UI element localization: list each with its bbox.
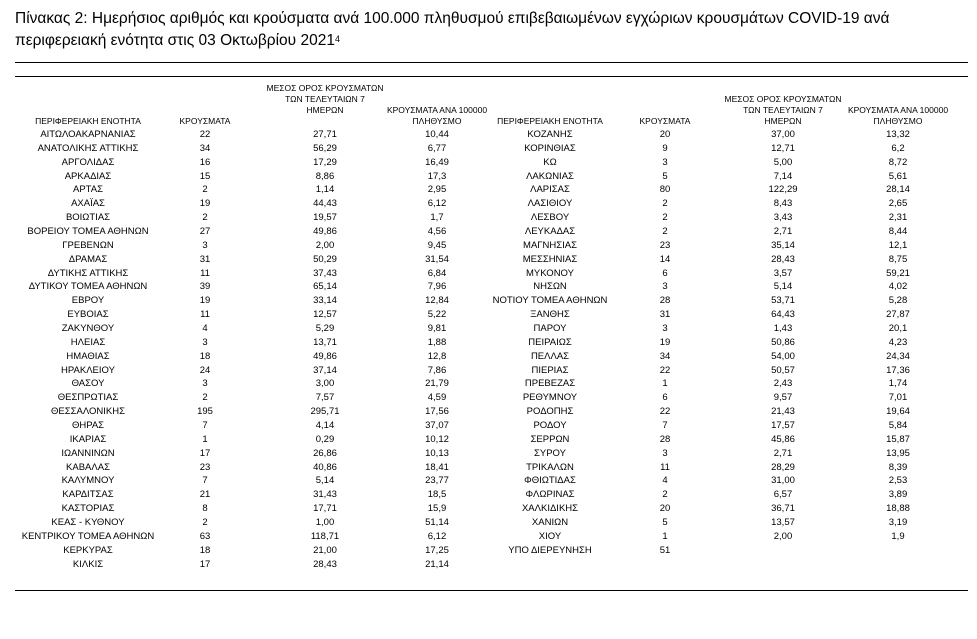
table-cell: ΥΠΟ ΔΙΕΡΕΥΝΗΣΗ [508,544,592,556]
table-cell: 19 [199,295,211,307]
table-cell: 8 [202,503,208,515]
table-cell: 51 [659,544,671,556]
table-cell: ΓΡΕΒΕΝΩΝ [62,239,114,251]
table-cell: 31 [199,253,211,265]
table-cell: 31,00 [771,475,795,487]
table-cell: 9,57 [773,392,793,404]
table-cell: ΞΑΝΘΗΣ [530,309,570,321]
table-cell: 2,95 [427,184,447,196]
table-cell: 7,01 [888,392,908,404]
table-cell: 9,81 [427,323,447,335]
table-cell: 24,34 [886,350,910,362]
table-cell: ΜΕΣΣΗΝΙΑΣ [522,253,578,265]
table-cell: 8,75 [888,253,908,265]
table-cell: ΜΑΓΝΗΣΙΑΣ [523,239,577,251]
table-cell: 15,9 [427,503,447,515]
table-cell: ΔΡΑΜΑΣ [68,253,108,265]
table-cell: 17,56 [425,406,449,418]
table-cell: 3 [662,447,668,459]
table-cell: 6 [662,267,668,279]
table-cell: 8,86 [315,170,335,182]
bottom-rule [15,590,968,591]
table-cell: 195 [197,406,213,418]
table-cell: 1 [662,530,668,542]
table-cell: ΘΕΣΠΡΩΤΙΑΣ [57,392,119,404]
table-cell: 1,7 [430,212,444,224]
table-cell: 15 [199,170,211,182]
table-cell: 6,12 [427,530,447,542]
table-cell: 50,57 [771,364,795,376]
table-cell: 6,2 [891,142,905,154]
table-cell: 37,14 [313,364,337,376]
table-cell: ΚΕΡΚΥΡΑΣ [63,544,113,556]
table-cell: ΧΑΝΙΩΝ [531,517,569,529]
table-cell: ΦΛΩΡΙΝΑΣ [525,489,575,501]
table-cell: 2,53 [888,475,908,487]
table-cell: ΣΥΡΟΥ [534,447,566,459]
table-cell: 3,43 [773,212,793,224]
table-cell: 6,84 [427,267,447,279]
table-cell: ΡΟΔΟΠΗΣ [526,406,574,418]
table-cell: ΒΟΙΩΤΙΑΣ [65,212,111,224]
table-cell: ΘΑΣΟΥ [71,378,105,390]
table-cell: 28 [659,433,671,445]
table-cell: ΠΑΡΟΥ [533,323,567,335]
table-cell: ΚΙΛΚΙΣ [72,558,104,570]
table-cell: 6 [662,392,668,404]
table-cell: 50,86 [771,336,795,348]
table-cell: 2,65 [888,198,908,210]
table-cell: ΗΡΑΚΛΕΙΟΥ [61,364,115,376]
table-cell: ΠΡΕΒΕΖΑΣ [524,378,576,390]
table-cell: 3 [662,156,668,168]
table-cell: 35,14 [771,239,795,251]
table-cell [713,544,853,558]
table-cell: 18,5 [427,489,447,501]
table-cell: 7 [662,420,668,432]
table-cell: 9 [662,142,668,154]
right-header-avg7-line3: ΗΜΕΡΩΝ [764,116,802,126]
table-cell: 2,00 [773,530,793,542]
table-cell: 6,12 [427,198,447,210]
table-cell: 7,14 [773,170,793,182]
table-cell: 28,43 [313,558,337,570]
table-cell: 3 [202,378,208,390]
table-cell: 9,45 [427,239,447,251]
table-cell: 5,29 [315,323,335,335]
table-cell: 3,19 [888,517,908,529]
table-cell: ΛΑΣΙΘΙΟΥ [527,198,573,210]
left-header-avg7-line2: ΤΩΝ ΤΕΛΕΥΤΑΙΩΝ 7 [285,94,365,104]
table-cell: 2,31 [888,212,908,224]
table-cell: 17,29 [313,156,337,168]
table-cell: 2 [662,226,668,238]
table-cell: 21,43 [771,406,795,418]
table-cell: 5,28 [888,295,908,307]
table-cell: 4,14 [315,420,335,432]
table-cell: 2 [202,184,208,196]
table-cell: 12,1 [888,239,908,251]
table-cell: 1 [662,378,668,390]
table-cell: 53,71 [771,295,795,307]
table-cell: 5,00 [773,156,793,168]
table-cell: 64,43 [771,309,795,321]
right-header-cases: ΚΡΟΥΣΜΑΤΑ [639,116,691,126]
table-cell: 13,71 [313,336,337,348]
table-cell: 12,57 [313,309,337,321]
table-cell: 21,14 [425,558,449,570]
table-cell: 31,43 [313,489,337,501]
table-cell: ΔΥΤΙΚΟΥ ΤΟΜΕΑ ΑΘΗΝΩΝ [28,281,148,293]
table-cell: 31 [659,309,671,321]
table-cell: 7,96 [427,281,447,293]
top-rule [15,62,968,63]
table-cell: 37,43 [313,267,337,279]
table-cell: 17 [199,447,211,459]
caption-footnote: 4 [334,34,340,44]
table-cell: 6,77 [427,142,447,154]
table-cell: 2 [662,198,668,210]
table-cell: ΣΕΡΡΩΝ [530,433,570,445]
table-cell: 2 [202,212,208,224]
table-cell: 17,25 [425,544,449,556]
table-cell: 8,44 [888,226,908,238]
left-col-region [18,128,158,572]
table-cell: ΡΟΔΟΥ [533,420,567,432]
table-cell: ΙΚΑΡΙΑΣ [69,433,107,445]
table-cell: 23 [199,461,211,473]
table-cell: 5,61 [888,170,908,182]
table-cell: ΚΑΣΤΟΡΙΑΣ [61,503,115,515]
table-cell: 12,8 [427,350,447,362]
table-cell: ΛΑΚΩΝΙΑΣ [526,170,574,182]
table-cell: 63 [199,530,211,542]
table-cell: 1,00 [315,517,335,529]
header-top-rule [15,76,968,77]
table-cell: ΛΑΡΙΣΑΣ [530,184,570,196]
table-cell: ΠΕΙΡΑΙΩΣ [528,336,572,348]
table-cell: 36,71 [771,503,795,515]
table-cell: 4,56 [427,226,447,238]
table-cell: 1,88 [427,336,447,348]
table-cell: 3,00 [315,378,335,390]
table-cell: 20,1 [888,323,908,335]
table-cell: ΧΙΟΥ [538,530,562,542]
table-cell: ΚΕΑΣ - ΚΥΘΝΟΥ [51,517,125,529]
right-header-avg7 [713,94,853,127]
table-cell: 34 [199,142,211,154]
table-cell: ΑΙΤΩΛΟΑΚΑΡΝΑΝΙΑΣ [40,129,136,140]
table-cell: 3,57 [773,267,793,279]
table-cell: 27,71 [313,129,337,140]
table-cell: 10,44 [425,129,449,140]
table-cell: 17,36 [886,364,910,376]
right-col-avg7 [713,128,853,558]
table-cell: 4,02 [888,281,908,293]
table-cell: 11 [200,267,210,279]
table-cell: 8,39 [888,461,908,473]
table-cell: 7,86 [427,364,447,376]
table-cell: 19 [199,198,211,210]
table-cell: 2,71 [773,447,793,459]
table-cell: ΗΜΑΘΙΑΣ [66,350,110,362]
table-cell: 49,86 [313,226,337,238]
table-cell: 44,43 [313,198,337,210]
left-header-region: ΠΕΡΙΦΕΡΕΙΑΚΗ ΕΝΟΤΗΤΑ [35,116,141,126]
table-cell: ΜΥΚΟΝΟΥ [526,267,574,279]
table-cell: 118,71 [310,530,340,542]
table-cell: 80 [659,184,671,196]
table-cell: 16,49 [425,156,449,168]
table-cell: 22 [659,364,671,376]
table-cell: 31,54 [425,253,449,265]
table-cell: ΘΕΣΣΑΛΟΝΙΚΗΣ [51,406,125,418]
table-cell: 17,57 [771,420,795,432]
table-cell: 5,84 [888,420,908,432]
table-cell: ΖΑΚΥΝΘΟΥ [61,323,115,335]
table-cell: 3 [662,323,668,335]
table-cell: ΘΗΡΑΣ [71,420,105,432]
table-cell: ΚΟΡΙΝΘΙΑΣ [524,142,576,154]
table-cell: ΑΝΑΤΟΛΙΚΗΣ ΑΤΤΙΚΗΣ [37,142,139,154]
table-cell: 5,22 [427,309,447,321]
table-cell: ΑΡΤΑΣ [73,184,103,196]
table-cell: 23 [659,239,671,251]
table-cell: ΚΩ [543,156,557,168]
table-cell: ΑΧΑΪΑΣ [71,198,105,210]
caption-title: Πίνακας 2: Ημερήσιος αριθμός και κρούσματα ανά 100.000 πληθυσμού επιβεβαιωμένων εγχώριων κρουσμάτων COVID-19 ανά περιφερειακή ενότητα στις 03 Οκτωβρίου 2021 [15,10,890,49]
table-cell: 45,86 [771,433,795,445]
table-cell: 11 [660,461,670,473]
right-col-cases [625,128,705,558]
table-cell: 37,07 [425,420,449,432]
table-cell: 51,14 [425,517,449,529]
table-cell: 54,00 [771,350,795,362]
table-cell: 2 [662,489,668,501]
table-cell: 11 [200,309,210,321]
table-cell: ΚΑΒΑΛΑΣ [66,461,110,473]
table-cell: 16 [199,156,211,168]
table-cell: 17,71 [313,503,337,515]
table-cell: 17,3 [427,170,447,182]
table-cell: 8,43 [773,198,793,210]
table-cell: 4,59 [427,392,447,404]
table-cell: 1 [202,433,208,445]
table-cell: 12,71 [771,142,795,154]
table-cell: 2 [202,392,208,404]
table-cell: 1,9 [891,530,905,542]
table-cell: 13,57 [771,517,795,529]
right-col-region [480,128,620,558]
table-cell: 0,29 [315,433,335,445]
table-cell: 6,57 [773,489,793,501]
table-cell: 5,14 [315,475,335,487]
table-cell: ΤΡΙΚΑΛΩΝ [526,461,574,473]
table-cell: 19,64 [886,406,910,418]
table-cell: ΝΟΤΙΟΥ ΤΟΜΕΑ ΑΘΗΝΩΝ [492,295,608,307]
table-cell: 39 [199,281,211,293]
table-cell: 27 [199,226,211,238]
left-header-avg7-line3: ΗΜΕΡΩΝ [306,105,344,115]
table-cell: 3 [202,239,208,251]
table-cell: ΕΒΡΟΥ [71,295,105,307]
table-cell: 20 [659,503,671,515]
right-header-region: ΠΕΡΙΦΕΡΕΙΑΚΗ ΕΝΟΤΗΤΑ [497,116,603,126]
left-header-cases: ΚΡΟΥΣΜΑΤΑ [179,116,231,126]
left-header-per100k-line2: ΠΛΗΘΥΣΜΟ [412,116,462,126]
right-header-per100k-line1: ΚΡΟΥΣΜΑΤΑ ΑΝΑ 100000 [847,105,949,115]
table-cell: ΝΗΣΩΝ [533,281,567,293]
table-cell: 7 [202,475,208,487]
table-cell: 4 [662,475,668,487]
right-header-per100k [833,105,963,127]
table-cell: ΛΕΣΒΟΥ [530,212,570,224]
table-cell: ΡΕΘΥΜΝΟΥ [522,392,578,404]
table-cell: 22 [659,406,671,418]
table-cell: 27,87 [886,309,910,321]
table-cell: 7 [202,420,208,432]
table-cell: ΠΕΛΛΑΣ [530,350,570,362]
right-header-avg7-line1: ΜΕΣΟΣ ΟΡΟΣ ΚΡΟΥΣΜΑΤΩΝ [724,94,842,104]
table-cell: 20 [659,129,671,140]
table-cell: ΚΟΖΑΝΗΣ [527,129,573,140]
table-cell: 1,43 [773,323,793,335]
table-cell: 49,86 [313,350,337,362]
table-cell: 18 [199,544,211,556]
table-cell: 1,14 [315,184,335,196]
table-cell: 56,29 [313,142,337,154]
table-cell: 21,00 [313,544,337,556]
table-cell: 33,14 [313,295,337,307]
table-cell: ΑΡΚΑΔΙΑΣ [64,170,112,182]
table-cell: 18,41 [425,461,449,473]
table-cell: 2 [202,517,208,529]
table-cell: 18,88 [886,503,910,515]
table-cell [833,544,963,558]
table-cell: 17 [199,558,211,570]
table-cell: 2 [662,212,668,224]
table-cell: 28,43 [771,253,795,265]
left-col-cases [165,128,245,572]
table-cell: 24 [199,364,211,376]
table-cell: 1,74 [888,378,908,390]
table-cell: ΕΥΒΟΙΑΣ [67,309,109,321]
table-cell: 2,43 [773,378,793,390]
table-cell: 19 [659,336,671,348]
table-cell: ΚΕΝΤΡΙΚΟΥ ΤΟΜΕΑ ΑΘΗΝΩΝ [21,530,155,542]
table-cell: 5 [662,170,668,182]
table-cell: ΦΘΙΩΤΙΔΑΣ [524,475,576,487]
table-cell: ΛΕΥΚΑΔΑΣ [524,226,576,238]
table-cell: ΧΑΛΚΙΔΙΚΗΣ [521,503,579,515]
table-cell: 19,57 [313,212,337,224]
table-cell: 10,12 [425,433,449,445]
table-cell: ΗΛΕΙΑΣ [70,336,106,348]
table-cell: 5 [662,517,668,529]
table-cell: 8,72 [888,156,908,168]
table-cell: 28 [659,295,671,307]
table-cell: 65,14 [313,281,337,293]
table-cell: 3 [662,281,668,293]
table-cell: 21,79 [425,378,449,390]
table-cell: 22 [199,129,211,140]
table-cell: 122,29 [768,184,798,196]
table-cell: ΒΟΡΕΙΟΥ ΤΟΜΕΑ ΑΘΗΝΩΝ [27,226,149,238]
table-cell: ΚΑΡΔΙΤΣΑΣ [62,489,114,501]
table-cell: ΑΡΓΟΛΙΔΑΣ [61,156,115,168]
table-cell: ΚΑΛΥΜΝΟΥ [61,475,115,487]
table-cell: 18 [199,350,211,362]
table-cell: 7,57 [315,392,335,404]
table-cell: ΙΩΑΝΝΙΝΩΝ [61,447,115,459]
right-header-avg7-line2: ΤΩΝ ΤΕΛΕΥΤΑΙΩΝ 7 [743,105,823,115]
table-cell: 295,71 [310,406,340,418]
table-cell: 13,95 [886,447,910,459]
table-cell: 3 [202,336,208,348]
table-cell: 50,29 [313,253,337,265]
table-cell: 23,77 [425,475,449,487]
table-cell: 4 [202,323,208,335]
table-cell: 4,23 [888,336,908,348]
right-col-per100k [833,128,963,558]
table-cell: 3,89 [888,489,908,501]
table-cell: 40,86 [313,461,337,473]
table-cell: 2,00 [315,239,335,251]
table-cell: 14 [659,253,671,265]
table-cell: 2,71 [773,226,793,238]
table-cell: 28,14 [886,184,910,196]
table-cell: 28,29 [771,461,795,473]
table-cell: ΠΙΕΡΙΑΣ [531,364,569,376]
table-cell: 34 [659,350,671,362]
table-cell: 5,14 [773,281,793,293]
left-header-avg7-line1: ΜΕΣΟΣ ΟΡΟΣ ΚΡΟΥΣΜΑΤΩΝ [266,83,384,93]
table-caption [15,8,970,52]
table-cell: 12,84 [425,295,449,307]
table-cell: 10,13 [425,447,449,459]
table-cell: 59,21 [886,267,910,279]
table-cell: 21 [199,489,211,501]
table-cell: 15,87 [886,433,910,445]
table-cell: ΔΥΤΙΚΗΣ ΑΤΤΙΚΗΣ [47,267,129,279]
table-cell: 37,00 [771,129,795,140]
right-header-per100k-line2: ΠΛΗΘΥΣΜΟ [873,116,923,126]
left-header-per100k-line1: ΚΡΟΥΣΜΑΤΑ ΑΝΑ 100000 [386,105,488,115]
table-cell: 13,32 [886,129,910,140]
table-cell: 26,86 [313,447,337,459]
